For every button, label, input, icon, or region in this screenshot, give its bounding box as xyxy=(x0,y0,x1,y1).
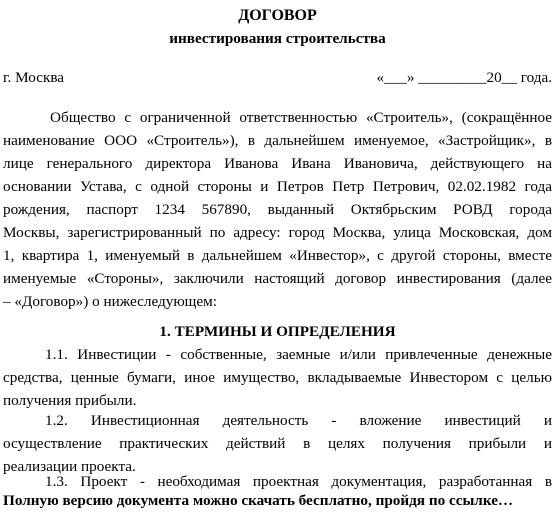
clause-line: реализации проекта. xyxy=(3,458,136,475)
preamble-line: 1, квартира 1, именуемый в дальнейшем «Инвестор», с другой стороны, вместе xyxy=(3,247,552,264)
download-full-version-link[interactable]: Полную версию документа можно скачать бесплатно, пройдя по ссылке… xyxy=(3,492,514,509)
preamble-line: Москвы, зарегистрированный по адресу: город Москва, улица Московская, дом xyxy=(3,224,552,241)
preamble-line: наименование ООО «Строитель»), в дальнейшем именуемое, «Застройщик», в xyxy=(3,132,552,149)
clause-line: 1.1. Инвестиции - собственные, заемные и/или привлеченные денежные xyxy=(45,346,552,363)
preamble-line: лице генерального директора Иванова Ивана Ивановича, действующего на xyxy=(3,155,552,172)
clause-line: средства, ценные бумаги, иное имущество, вкладываемые Инвестором с целью xyxy=(3,369,552,386)
preamble-line: рождения, паспорт 1234 567890, выданный Октябрьским РОВД города xyxy=(3,201,552,218)
clause-line: осуществление практических действий в целях получения прибыли и xyxy=(3,435,552,452)
preamble-line: основании Устава, с одной стороны и Петров Петр Петрович, 02.02.1982 года xyxy=(3,178,552,195)
preamble-line: Общество с ограниченной ответственностью «Строитель», (сокращённое xyxy=(50,109,552,126)
preamble-line: – «Договор») о нижеследующем: xyxy=(3,293,217,310)
preamble-line: именуемые «Стороны», заключили настоящий договор инвестирования (далее xyxy=(3,270,552,287)
contract-date-placeholder: «___» _________20__ года. xyxy=(376,69,552,86)
document-title: ДОГОВОР xyxy=(238,7,317,24)
clause-line: 1.3. Проект - необходимая проектная документация, разработанная в xyxy=(45,473,552,490)
clause-line: получения прибыли. xyxy=(3,392,137,409)
section-heading-terms: 1. ТЕРМИНЫ И ОПРЕДЕЛЕНИЯ xyxy=(159,323,396,340)
document-subtitle: инвестирования строительства xyxy=(169,30,386,47)
clause-line: 1.2. Инвестиционная деятельность - вложение инвестиций и xyxy=(45,412,552,429)
contract-city: г. Москва xyxy=(3,69,65,86)
